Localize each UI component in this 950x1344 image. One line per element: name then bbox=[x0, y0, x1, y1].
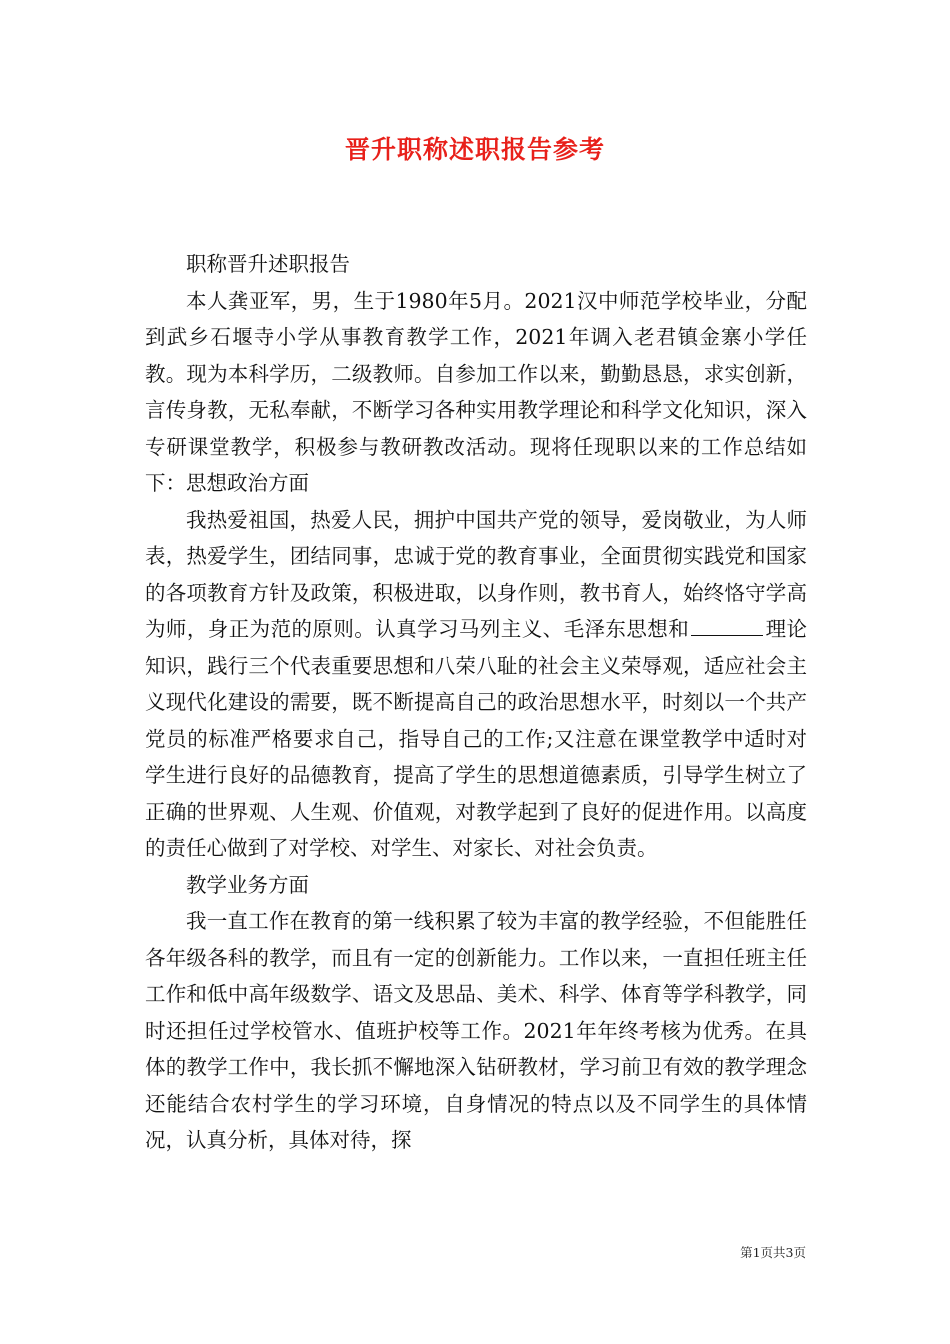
document-title: 晋升职称述职报告参考 bbox=[344, 135, 605, 164]
document-body bbox=[145, 246, 807, 1159]
paragraph-intro: 本人龚亚军，男，生于1980年5月。2021汉中师范学校毕业，分配到武乡石堰寺小学从事教育教学工作，2021年调入老君镇金寨小学任教。现为本科学历，二级教师。自参加工作以来，勤勤恳恳，求实创新，言传身教，无私奉献，不断学习各种实用教学理论和科学文化知识，深入专研课堂教学，积极参与教研教改活动。现将任现职以来的工作总结如下：思想政治方面 bbox=[145, 288, 807, 495]
paragraph-heading: 职称晋升述职报告 bbox=[186, 252, 350, 276]
paragraph-politics-part2: 理论知识，践行三个代表重要思想和八荣八耻的社会主义荣辱观，适应社会主义现代化建设的需要，既不断提高自己的政治思想水平，时刻以一个共产党员的标准严格要求自己，指导自己的工作;又注意在课堂教学中适时对学生进行良好的品德教育，提高了学生的思想道德素质，引导学生树立了正确的世界观、人生观、价值观，对教学起到了良好的促进作用。以高度的责任心做到了对学校、对学生、对家长、对社会负责。 bbox=[145, 617, 808, 860]
paragraph-teaching: 我一直工作在教育的第一线积累了较为丰富的教学经验，不但能胜任各年级各科的教学，而且有一定的创新能力。工作以来，一直担任班主任工作和低中高年级数学、语文及思品、美术、科学、体育等学科教学，同时还担任过学校管水、值班护校等工作。2021年年终考核为优秀。在具体的教学工作中，我长抓不懈地深入钻研教材，学习前卫有效的教学理念还能结合农村学生的学习环境，自身情况的特点以及不同学生的具体情况，认真分析，具体对待，探 bbox=[145, 909, 807, 1152]
page-number-footer: 第1页共3页 bbox=[740, 1245, 806, 1260]
paragraph-politics-part1: 我热爱祖国，热爱人民，拥护中国共产党的领导，爱岗敬业，为人师表，热爱学生，团结同事，忠诚于党的教育事业，全面贯彻实践党和国家的各项教育方针及政策，积极进取，以身作则，教书育人，始终恪守学高为师，身正为范的原则。认真学习马列主义、毛泽东思想和 bbox=[145, 507, 807, 641]
paragraph-politics bbox=[145, 502, 807, 867]
fill-in-blank bbox=[691, 617, 763, 636]
paragraph-section-teaching: 教学业务方面 bbox=[186, 872, 309, 897]
